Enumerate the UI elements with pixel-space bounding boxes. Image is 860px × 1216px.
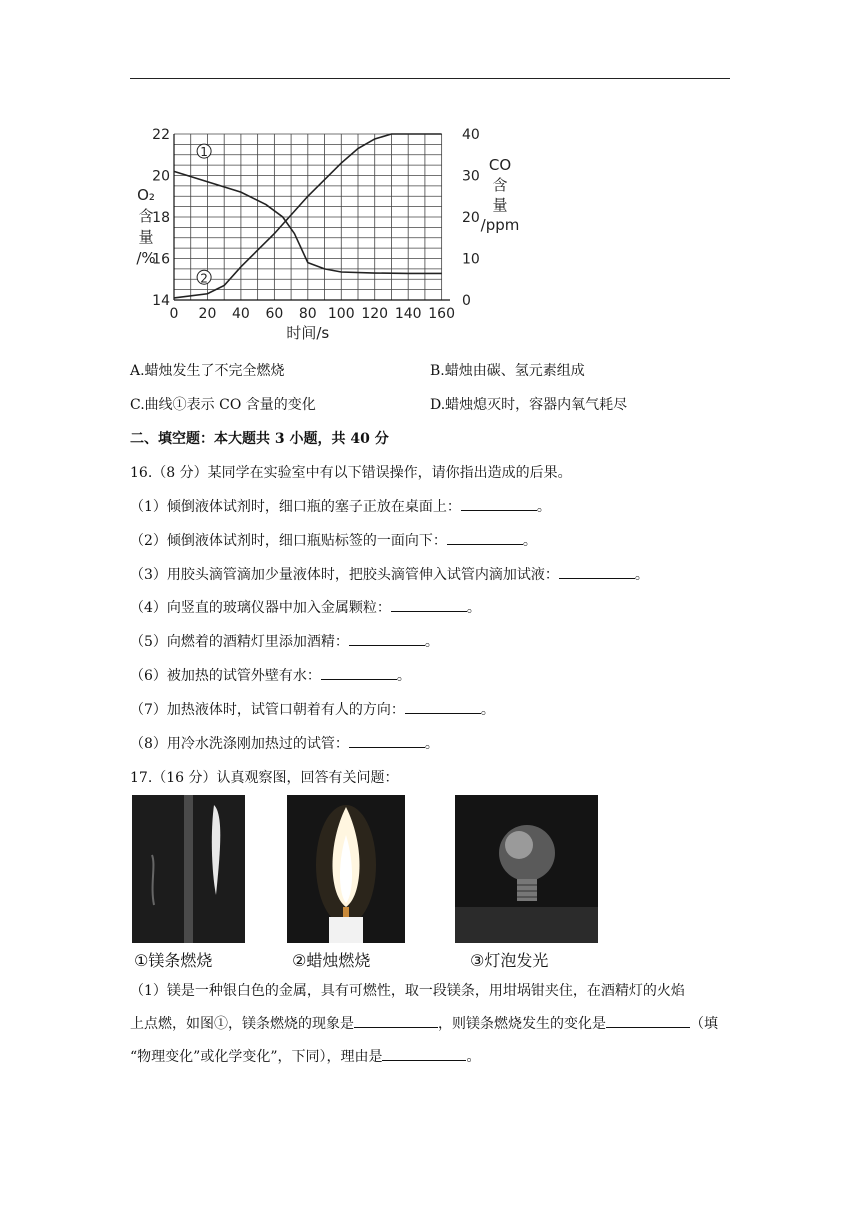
x-axis-label: 时间/s <box>286 324 330 342</box>
question-16-stem: 16.（8 分）某同学在实验室中有以下错误操作，请你指出造成的后果。 <box>130 465 572 481</box>
answer-blank[interactable] <box>349 733 425 748</box>
y-left-tick-label: 18 <box>152 210 170 226</box>
answer-blank[interactable] <box>405 699 481 714</box>
x-tick-label: 140 <box>394 306 422 322</box>
caption-magnesium: ①镁条燃烧 <box>134 951 213 970</box>
y-left-axis-label: 含 <box>138 207 154 225</box>
answer-blank[interactable] <box>382 1046 466 1061</box>
y-right-tick-label: 30 <box>462 168 480 185</box>
y-left-axis-label: O₂ <box>137 186 155 204</box>
answer-blank[interactable] <box>321 665 397 680</box>
caption-candle: ②蜡烛燃烧 <box>292 951 371 970</box>
y-right-tick-label: 0 <box>462 293 471 309</box>
x-tick-label: 20 <box>198 306 217 322</box>
x-tick-label: 120 <box>361 306 389 322</box>
y-right-axis-label: 含 <box>492 176 508 194</box>
caption-bulb: ③灯泡发光 <box>470 951 549 970</box>
header-rule <box>130 78 730 79</box>
x-tick-label: 0 <box>169 306 179 322</box>
q16-item-3: （3）用胶头滴管滴加少量液体时，把胶头滴管伸入试管内滴加试液： 。 <box>130 564 649 584</box>
answer-blank[interactable] <box>559 564 635 579</box>
answer-blank[interactable] <box>391 597 467 612</box>
series-label: 1 <box>200 145 208 160</box>
x-tick-label: 160 <box>428 306 456 322</box>
answer-blank[interactable] <box>606 1013 690 1028</box>
q16-item-7: （7）加热液体时，试管口朝着有人的方向： 。 <box>130 699 495 719</box>
y-left-axis-label: /% <box>136 249 156 267</box>
x-tick-label: 40 <box>231 306 250 322</box>
y-left-tick-label: 20 <box>152 168 170 185</box>
q16-item-6: （6）被加热的试管外壁有水： 。 <box>130 665 411 685</box>
y-left-axis-label: 量 <box>138 228 154 246</box>
q16-item-2: （2）倾倒液体试剂时，细口瓶贴标签的一面向下： 。 <box>130 530 537 550</box>
option-d: D.蜡烛熄灭时，容器内氧气耗尽 <box>430 397 628 413</box>
candle-burning-photo <box>287 795 405 943</box>
x-tick-label: 80 <box>298 306 317 322</box>
magnesium-burning-photo <box>132 795 245 943</box>
option-c: C.曲线①表示 CO 含量的变化 <box>130 397 316 413</box>
o2-co-chart <box>130 118 550 353</box>
series-label: 2 <box>200 271 208 286</box>
option-a: A.蜡烛发生了不完全燃烧 <box>130 363 285 379</box>
y-right-axis-label: CO <box>488 156 512 174</box>
y-right-tick-label: 10 <box>462 251 480 268</box>
answer-blank[interactable] <box>447 530 523 545</box>
y-left-tick-label: 16 <box>152 251 170 268</box>
question-17-stem: 17.（16 分）认真观察图，回答有关问题： <box>130 770 399 786</box>
q16-item-4: （4）向竖直的玻璃仪器中加入金属颗粒： 。 <box>130 597 481 617</box>
x-tick-label: 100 <box>327 306 355 322</box>
y-right-axis-label: 量 <box>492 196 508 214</box>
answer-blank[interactable] <box>349 631 425 646</box>
section-title: 二、填空题：本大题共 3 小题，共 40 分 <box>130 431 389 447</box>
y-right-tick-label: 20 <box>462 210 480 226</box>
y-left-tick-label: 22 <box>152 127 170 143</box>
y-right-tick-label: 40 <box>462 127 480 143</box>
q16-item-5: （5）向燃着的酒精灯里添加酒精： 。 <box>130 631 439 651</box>
y-right-axis-label: /ppm <box>480 216 520 234</box>
answer-blank[interactable] <box>354 1013 438 1028</box>
bulb-glowing-photo <box>455 795 598 943</box>
q16-item-1: （1）倾倒液体试剂时，细口瓶的塞子正放在桌面上： 。 <box>130 496 551 516</box>
y-left-tick-label: 14 <box>152 293 170 309</box>
option-b: B.蜡烛由碳、氢元素组成 <box>430 363 585 379</box>
x-tick-label: 60 <box>265 306 284 322</box>
q16-item-8: （8）用冷水洗涤刚加热过的试管： 。 <box>130 733 439 753</box>
answer-blank[interactable] <box>461 496 537 511</box>
q17-part-1: （1）镁是一种银白色的金属，具有可燃性，取一段镁条，用坩埚钳夹住，在酒精灯的火焰 上点燃，如图①，镁条燃烧的现象是 ，则镁条燃烧发生的变化是 （填 “物理变化”或化学变化”，下同），理由是 。 <box>130 983 718 1065</box>
